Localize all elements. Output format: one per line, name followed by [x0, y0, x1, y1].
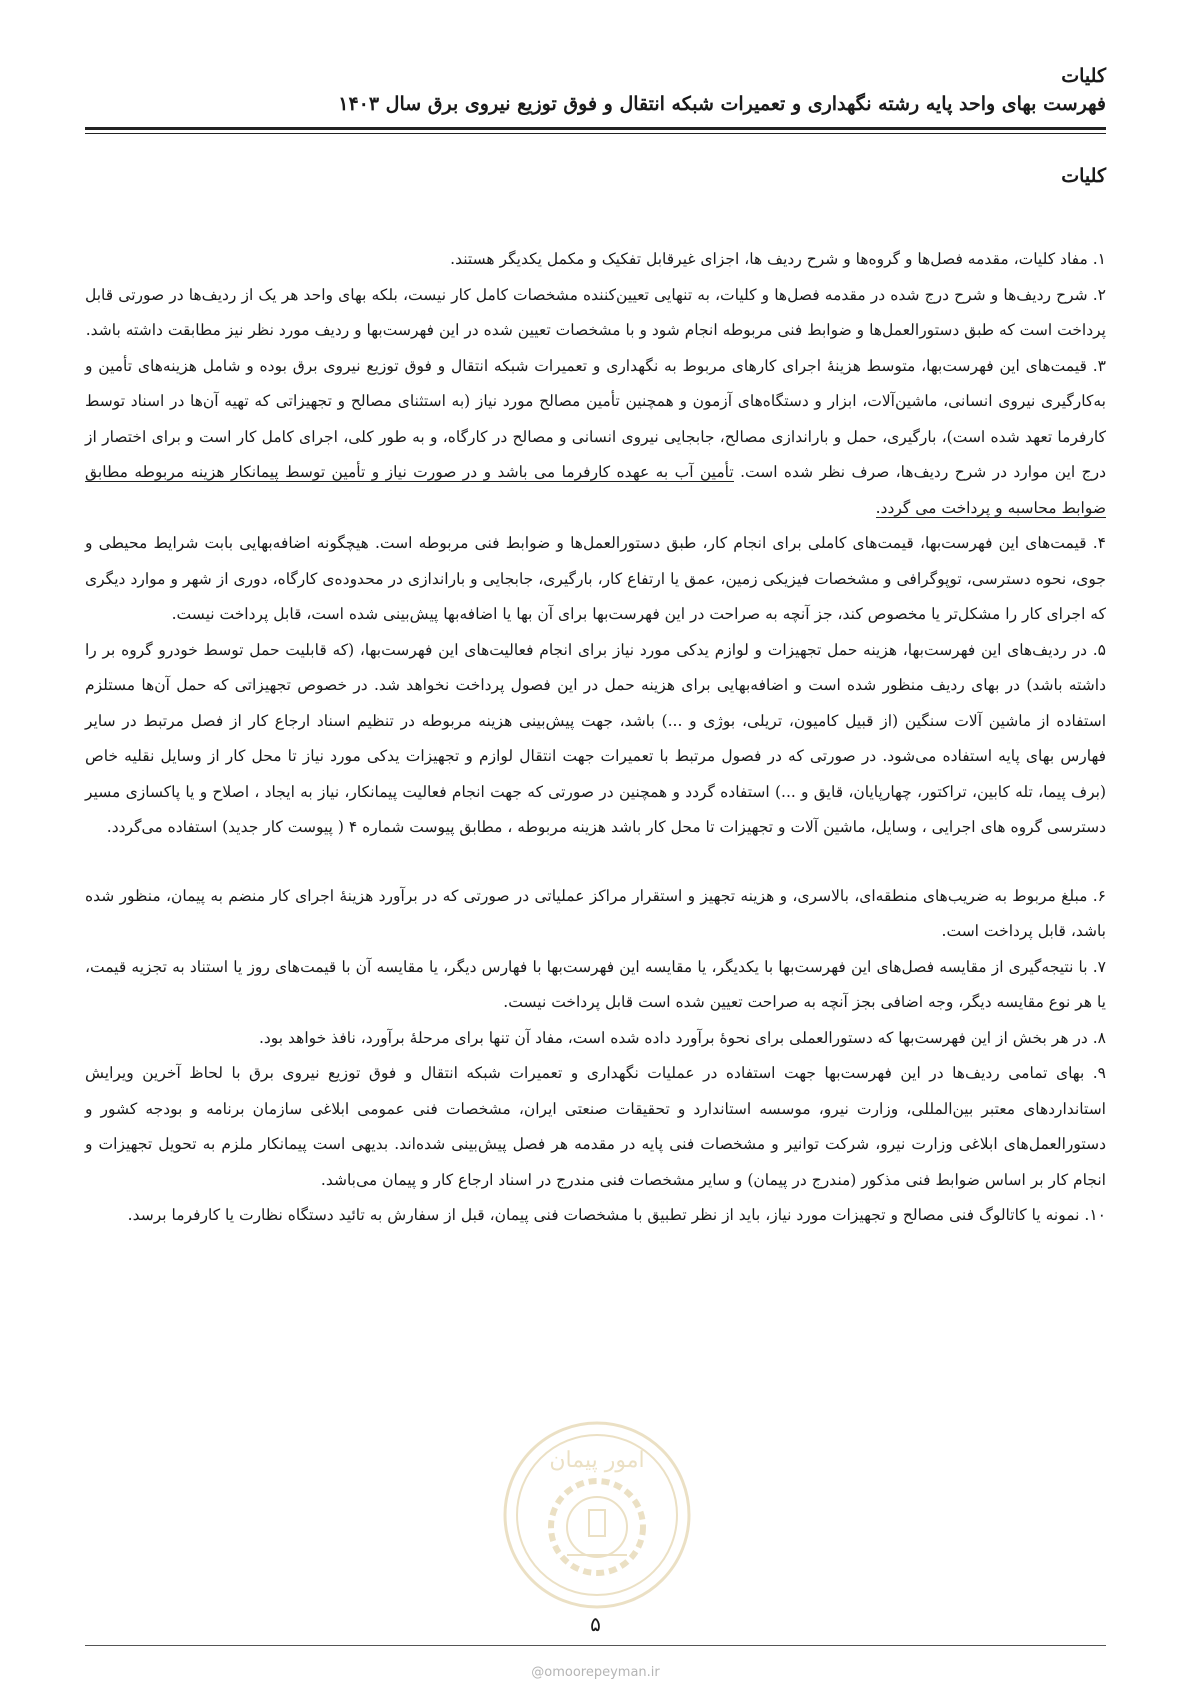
paragraph-1: ۱. مفاد کلیات، مقدمه فصل‌ها و گروه‌ها و شرح ردیف ها، اجزای غیرقابل تفکیک و مکمل یکدیگر هستند.	[450, 250, 1106, 268]
paragraph-8: ۸. در هر بخش از این فهرست‌بها که دستورالعملی برای نحوهٔ برآورد داده شده است، مفاد آن تنها برای مرحلهٔ برآورد، نافذ خواهد بود.	[258, 1028, 1106, 1047]
paragraph-3-underlined: تأمین آب به عهده کارفرما می باشد و در صورت نیاز و تأمین توسط پیمانکار هزینه مربوطه مطابق ضوابط محاسبه و پرداخت می گردد.	[85, 463, 1106, 517]
paragraph-3-main: ۳. قیمت‌های این فهرست‌بها، متوسط هزینهٔ اجرای کارهای مربوط به نگهداری و تعمیرات شبکه انتقال و فوق توزیع نیروی برق بوده و شامل هزینه‌های تأمین و به‌کارگیری نیروی انسانی، ماشین‌آلات، ابزار و دستگاه‌های آزمون و همچنین تأمین مصالح مورد نیاز (به استثنای مصالح و تجهیزاتی که تهیه آن‌ها در اسناد توسط کارفرما تعهد شده است)، بارگیری، حمل و باراندازی مصالح، جابجایی نیروی انسانی و مصالح در کارگاه، و به طور کلی، اجرای کامل کار است و برای اختصار از درج این موارد در شرح ردیف‌ها، صرف نظر شده است.	[85, 356, 1106, 481]
paragraph-7: ۷. با نتیجه‌گیری از مقایسه فصل‌های این فهرست‌بها با یکدیگر، یا مقایسه این فهرست‌بها با فهارس دیگر، یا مقایسه آن با قیمت‌های روز یا استناد به تجزیه قیمت، یا هر نوع مقایسه دیگر، وجه اضافی بجز آنچه به صراحت تعیین شده است قابل پرداخت نیست.	[85, 957, 1106, 1011]
paragraph-10: ۱۰. نمونه یا کاتالوگ فنی مصالح و تجهیزات مورد نیاز، باید از نظر تطبیق با مشخصات فنی پیمان، قبل از سفارش به تائید دستگاه نظارت یا کارفرما برسد.	[127, 1206, 1106, 1224]
watermark-url: @omoorepeyman.ir	[531, 1665, 660, 1680]
header-rule-thick	[85, 127, 1106, 130]
paragraph-2: ۲. شرح ردیف‌ها و شرح درج شده در مقدمه فصل‌ها و کلیات، به تنهایی تعیین‌کننده مشخصات کامل کار نیست، بلکه بهای واحد هر یک از ردیف‌ها در صورتی قابل پرداخت است که طبق دستورالعمل‌ها و ضوابط فنی مربوطه انجام شود و با مشخصات تعیین شده در این فهرست‌بها و ردیف مورد نظر نیز مطابقت داشته باشد.	[85, 285, 1106, 339]
paragraph-4: ۴. قیمت‌های این فهرست‌بها، قیمت‌های کاملی برای انجام کار، طبق دستورالعمل‌ها و ضوابط فنی مربوطه است. هیچگونه اضافه‌بهایی بابت شرایط محیطی و جوی، نحوه دسترسی، توپوگرافی و مشخصات فیزیکی زمین، عمق یا ارتفاع کار، بارگیری، جابجایی و باراندازی در محدوده‌ی کارگاه، دوری از شهر و موارد دیگری که اجرای کار را مشکل‌تر یا مخصوص کند، جز آنچه به صراحت در این فهرست‌بها برای آن بها یا اضافه‌بها پیش‌بینی شده است، قابل پرداخت نیست.	[85, 534, 1106, 623]
page-number: ۵	[590, 1612, 601, 1636]
paragraph-3	[85, 349, 1106, 527]
header-subtitle: فهرست بهای واحد پایه رشته نگهداری و تعمیرات شبکه انتقال و فوق توزیع نیروی برق سال ۱۴۰۳	[338, 93, 1106, 115]
header-title: کلیات	[1061, 65, 1106, 87]
document-body	[85, 242, 1106, 1234]
header-rule-thin	[85, 133, 1106, 134]
section-title: کلیات	[1061, 165, 1106, 187]
footer-rule	[85, 1645, 1106, 1646]
paragraph-6: ۶. مبلغ مربوط به ضریب‌های منطقه‌ای، بالاسری، و هزینه تجهیز و استقرار مراکز عملیاتی در صورتی که در برآورد هزینهٔ اجرای کار منضم به پیمان، منظور شده باشد، قابل پرداخت است.	[85, 886, 1106, 940]
page-header	[85, 62, 1106, 118]
paragraph-9: ۹. بهای تمامی ردیف‌ها در این فهرست‌بها جهت استفاده در عملیات نگهداری و تعمیرات شبکه انتقال و فوق توزیع نیروی برق با لحاظ آخرین ویرایش استانداردهای معتبر بین‌المللی، وزارت نیرو، موسسه استاندارد و تحقیقات صنعتی ایران، مشخصات فنی عمومی ابلاغی سازمان برنامه و بودجه کشور و دستورالعمل‌های ابلاغی وزارت نیرو، شرکت توانیر و مشخصات فنی پایه در مقدمه هر فصل پیش‌بینی شده‌اند. بدیهی است پیمانکار ملزم به تحویل تجهیزات و انجام کار بر اساس ضوابط فنی مذکور (مندرج در پیمان) و سایر مشخصات فنی مندرج در اسناد ارجاع کار و پیمان می‌باشد.	[85, 1064, 1106, 1189]
watermark-logo-icon	[497, 1415, 697, 1615]
watermark-logo-text: امور پیمان	[549, 1448, 645, 1473]
paragraph-5: ۵. در ردیف‌های این فهرست‌بها، هزینه حمل تجهیزات و لوازم یدکی مورد نیاز برای انجام فعالیت‌های این فهرست‌بها، (که قابلیت حمل توسط خودرو گروه بر را داشته باشد) در بهای ردیف منظور شده است و اضافه‌بهایی برای هزینه حمل در این فصول پرداخت نخواهد شد. در خصوص تجهیزاتی که حمل آن‌ها مستلزم استفاده از ماشین آلات سنگین (از قبیل کامیون، تریلی، بوژی و ...) باشد، جهت پیش‌بینی هزینه مربوطه در تنظیم اسناد ارجاع کار از فصل مرتبط در سایر فهارس بهای پایه استفاده می‌شود. در صورتی که در فصول مرتبط با تعمیرات جهت انتقال لوازم و تجهیزات یدکی مورد نیاز تا محل کار از وسایل نقلیه خاص (برف پیما، تله کابین، تراکتور، چهارپایان، قایق و ...) استفاده گردد و همچنین در صورتی که جهت انجام فعالیت پیمانکار، نیاز به ایجاد ، اصلاح و یا پاکسازی مسیر دسترسی گروه های اجرایی ، وسایل، ماشین آلات و تجهیزات تا محل کار باشد هزینه مربوطه ، مطابق پیوست شماره ۴ ( پیوست کار جدید) استفاده می‌گردد.	[85, 640, 1106, 836]
